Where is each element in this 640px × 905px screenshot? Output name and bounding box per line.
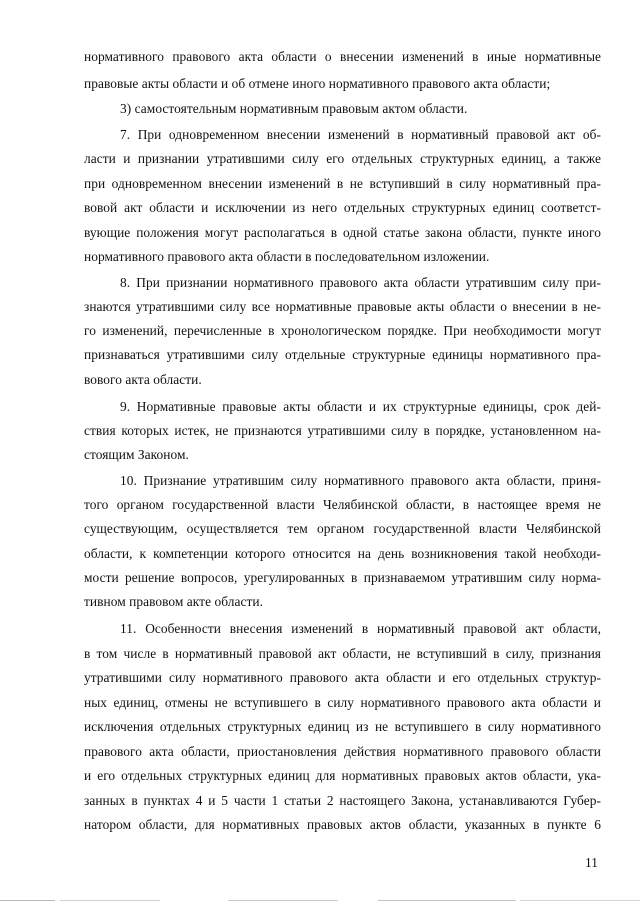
text-line: занных в пунктах 4 и 5 части 1 статьи 2 настоящего Закона, устанавливаются Губер- bbox=[84, 793, 601, 808]
text-line: правового акта области, приостановления действия нормативного правового области bbox=[84, 744, 601, 759]
text-line: и его отдельных структурных единиц для нормативных правовых актов области, ука- bbox=[84, 768, 601, 783]
text-line: исключения отдельных структурных единиц из не вступившего в силу нормативного bbox=[84, 719, 601, 734]
scan-edge-line bbox=[378, 900, 516, 901]
scan-edge-line bbox=[0, 900, 55, 901]
text-line: тивном правовом акте области. bbox=[84, 594, 263, 609]
text-line: того органом государственной власти Челябинской области, в настоящее время не bbox=[84, 497, 601, 512]
text-line: 9. Нормативные правовые акты области и их структурные единицы, срок дей- bbox=[120, 399, 601, 414]
text-line: вовой акт области и исключении из него отдельных структурных единиц соответст- bbox=[84, 200, 601, 215]
text-line: знаются утратившими силу все нормативные правовые акты области о внесении в не- bbox=[84, 299, 601, 314]
scan-edge-line bbox=[60, 900, 160, 901]
text-line: ласти и признании утратившими силу его отдельных структурных единиц, а также bbox=[84, 151, 601, 166]
text-line: 8. При признании нормативного правового акта области утратившим силу при- bbox=[120, 275, 601, 290]
text-line: 7. При одновременном внесении изменений в нормативный правовой акт об- bbox=[120, 127, 601, 142]
text-line: вового акта области. bbox=[84, 372, 202, 387]
text-line: 3) самостоятельным нормативным правовым актом области. bbox=[120, 101, 468, 116]
text-line: го изменений, перечисленные в хронологическом порядке. При необходимости могут bbox=[84, 323, 601, 338]
text-line: области, к компетенции которого относится на день возникновения такой необходи- bbox=[84, 546, 601, 561]
text-line: при одновременном внесении изменений в не вступивший в силу нормативный пра- bbox=[84, 176, 601, 191]
page-number: 11 bbox=[585, 855, 598, 870]
text-line: вующие положения могут располагаться в одной статье закона области, пункте иного bbox=[84, 225, 601, 240]
text-line: ствия которых истек, не признаются утратившими силу в порядке, установленном на- bbox=[84, 423, 601, 438]
text-line: нормативного правового акта области в последовательном изложении. bbox=[84, 249, 490, 264]
scan-edge-line bbox=[228, 900, 338, 901]
text-line: 11. Особенности внесения изменений в нормативный правовой акт области, bbox=[120, 621, 601, 636]
text-line: нормативного правового акта области о внесении изменений в иные нормативные bbox=[84, 49, 601, 64]
text-line: правовые акты области и об отмене иного нормативного правового акта области; bbox=[84, 76, 551, 91]
text-line: натором области, для нормативных правовых актов области, указанных в пункте 6 bbox=[84, 817, 601, 832]
scan-edge-line bbox=[520, 900, 640, 901]
text-line: 10. Признание утратившим силу нормативного правового акта области, приня- bbox=[120, 473, 601, 488]
text-line: ных единиц, отмены не вступившего в силу нормативного правового акта области и bbox=[84, 695, 601, 710]
text-line: существующим, осуществляется тем органом государственной власти Челябинской bbox=[84, 521, 601, 536]
text-line: стоящим Законом. bbox=[84, 447, 189, 462]
text-line: в том числе в нормативный правовой акт области, не вступивший в силу, признания bbox=[84, 646, 601, 661]
text-line: признаваться утратившими силу отдельные структурные единицы нормативного пра- bbox=[84, 347, 601, 362]
text-line: утратившими силу нормативного правового акта области и его отдельных структур- bbox=[84, 670, 601, 685]
text-line: мости решение вопросов, урегулированных в признаваемом утратившим силу норма- bbox=[84, 570, 601, 585]
